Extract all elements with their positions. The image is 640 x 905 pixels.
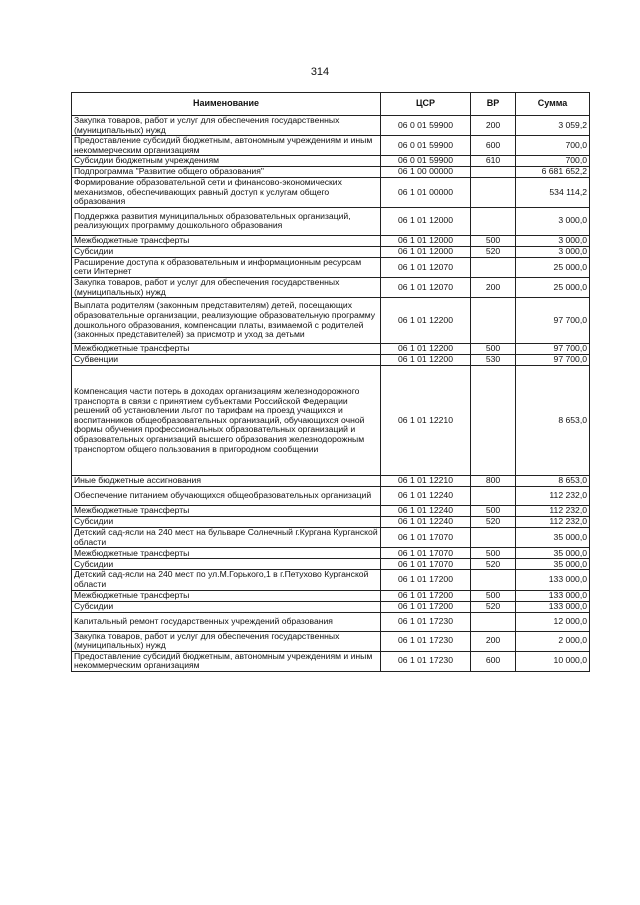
row-csr-cell: 06 1 01 12200 [381, 355, 471, 366]
row-csr-cell: 06 1 01 17200 [381, 601, 471, 612]
table-row [72, 277, 590, 297]
row-sum-cell: 534 114,2 [516, 177, 590, 207]
row-csr-cell: 06 1 01 17070 [381, 528, 471, 548]
table-row [72, 298, 590, 344]
header-vr: ВР [471, 93, 516, 116]
row-csr-cell: 06 1 01 12000 [381, 207, 471, 235]
row-sum-cell: 25 000,0 [516, 277, 590, 297]
row-vr-cell: 200 [471, 277, 516, 297]
row-sum-cell: 35 000,0 [516, 559, 590, 570]
table-row [72, 487, 590, 506]
row-name-cell: Субсидии [72, 517, 381, 528]
row-sum-cell: 700,0 [516, 156, 590, 167]
row-vr-cell: 520 [471, 601, 516, 612]
row-csr-cell: 06 1 01 12200 [381, 344, 471, 355]
row-csr-cell: 06 0 01 59900 [381, 156, 471, 167]
row-csr-cell: 06 1 01 00000 [381, 177, 471, 207]
table-row [72, 344, 590, 355]
table-row [72, 559, 590, 570]
row-sum-cell: 25 000,0 [516, 257, 590, 277]
row-csr-cell: 06 0 01 59900 [381, 136, 471, 156]
row-name-cell: Предоставление субсидий бюджетным, автономным учреждениям и иным некоммерческим организациям [72, 136, 381, 156]
row-name-cell: Детский сад-ясли на 240 мест на бульваре Солнечный г.Кургана Курганской области [72, 528, 381, 548]
row-vr-cell: 610 [471, 156, 516, 167]
row-vr-cell: 200 [471, 116, 516, 136]
table-row [72, 570, 590, 590]
row-sum-cell: 133 000,0 [516, 570, 590, 590]
header-csr: ЦСР [381, 93, 471, 116]
row-vr-cell [471, 177, 516, 207]
row-sum-cell: 2 000,0 [516, 631, 590, 651]
row-csr-cell: 06 1 01 12000 [381, 235, 471, 246]
row-csr-cell: 06 1 01 12210 [381, 366, 471, 476]
row-name-cell: Капитальный ремонт государственных учреждений образования [72, 612, 381, 631]
table-header-row [72, 93, 590, 116]
row-vr-cell: 520 [471, 246, 516, 257]
row-csr-cell: 06 1 01 12070 [381, 277, 471, 297]
row-name-cell: Субсидии [72, 246, 381, 257]
row-name-cell: Субсидии бюджетным учреждениям [72, 156, 381, 167]
row-sum-cell: 97 700,0 [516, 344, 590, 355]
row-vr-cell [471, 257, 516, 277]
table-row [72, 651, 590, 671]
row-sum-cell: 3 059,2 [516, 116, 590, 136]
row-csr-cell: 06 1 01 12210 [381, 476, 471, 487]
budget-table [71, 92, 590, 672]
row-vr-cell: 500 [471, 548, 516, 559]
row-sum-cell: 3 000,0 [516, 235, 590, 246]
page-number: 314 [310, 66, 330, 78]
row-csr-cell: 06 1 01 17230 [381, 612, 471, 631]
table-row [72, 235, 590, 246]
row-sum-cell: 133 000,0 [516, 590, 590, 601]
row-csr-cell: 06 1 01 17230 [381, 631, 471, 651]
row-vr-cell [471, 612, 516, 631]
row-vr-cell: 500 [471, 590, 516, 601]
table-row [72, 207, 590, 235]
row-csr-cell: 06 1 01 12200 [381, 298, 471, 344]
row-sum-cell: 97 700,0 [516, 298, 590, 344]
row-name-cell: Подпрограмма "Развитие общего образования" [72, 166, 381, 177]
row-sum-cell: 12 000,0 [516, 612, 590, 631]
row-csr-cell: 06 1 01 12070 [381, 257, 471, 277]
row-name-cell: Закупка товаров, работ и услуг для обеспечения государственных (муниципальных) нужд [72, 631, 381, 651]
row-sum-cell: 112 232,0 [516, 506, 590, 517]
row-csr-cell: 06 0 01 59900 [381, 116, 471, 136]
table-row [72, 257, 590, 277]
row-name-cell: Компенсация части потерь в доходах организациям железнодорожного транспорта в связи с принятием субъектами Российской Федерации решений об установлении льгот по тарифам на проезд учащихся и воспитанников общеобразовательных организаций, обучающихся очной формы обучения профессиональных образовательных организаций и образовательных организаций высшего образования железнодорожным транспортом общего пользования в пригородном сообщении [72, 366, 381, 476]
row-vr-cell [471, 166, 516, 177]
row-sum-cell: 3 000,0 [516, 246, 590, 257]
row-csr-cell: 06 1 00 00000 [381, 166, 471, 177]
row-vr-cell: 500 [471, 344, 516, 355]
row-vr-cell: 530 [471, 355, 516, 366]
table-row [72, 177, 590, 207]
table-row [72, 355, 590, 366]
header-name: Наименование [72, 93, 381, 116]
row-sum-cell: 35 000,0 [516, 528, 590, 548]
table-row [72, 476, 590, 487]
row-name-cell: Обеспечение питанием обучающихся общеобразовательных организаций [72, 487, 381, 506]
row-name-cell: Формирование образовательной сети и финансово-экономических механизмов, обеспечивающих равный доступ к услугам общего образования [72, 177, 381, 207]
table-row [72, 156, 590, 167]
row-vr-cell: 800 [471, 476, 516, 487]
table-row [72, 246, 590, 257]
row-vr-cell [471, 487, 516, 506]
row-csr-cell: 06 1 01 17230 [381, 651, 471, 671]
row-name-cell: Межбюджетные трансферты [72, 506, 381, 517]
row-name-cell: Межбюджетные трансферты [72, 590, 381, 601]
row-sum-cell: 133 000,0 [516, 601, 590, 612]
table-row [72, 506, 590, 517]
row-name-cell: Межбюджетные трансферты [72, 235, 381, 246]
row-sum-cell: 8 653,0 [516, 366, 590, 476]
row-csr-cell: 06 1 01 17070 [381, 559, 471, 570]
row-name-cell: Субсидии [72, 559, 381, 570]
row-vr-cell: 200 [471, 631, 516, 651]
table-row [72, 136, 590, 156]
row-vr-cell [471, 207, 516, 235]
row-name-cell: Выплата родителям (законным представителям) детей, посещающих образовательные организации, реализующие образовательную программу дошкольного образования, компенсации платы, взимаемой с родителей (законных представителей) за присмотр и уход за детьми [72, 298, 381, 344]
table-row [72, 166, 590, 177]
row-csr-cell: 06 1 01 17200 [381, 590, 471, 601]
row-name-cell: Детский сад-ясли на 240 мест по ул.М.Горького,1 в г.Петухово Курганской области [72, 570, 381, 590]
row-name-cell: Межбюджетные трансферты [72, 548, 381, 559]
row-name-cell: Предоставление субсидий бюджетным, автономным учреждениям и иным некоммерческим организациям [72, 651, 381, 671]
row-name-cell: Закупка товаров, работ и услуг для обеспечения государственных (муниципальных) нужд [72, 116, 381, 136]
table-row [72, 612, 590, 631]
row-sum-cell: 97 700,0 [516, 355, 590, 366]
row-sum-cell: 700,0 [516, 136, 590, 156]
row-name-cell: Закупка товаров, работ и услуг для обеспечения государственных (муниципальных) нужд [72, 277, 381, 297]
row-vr-cell [471, 570, 516, 590]
table-row [72, 528, 590, 548]
row-vr-cell: 520 [471, 559, 516, 570]
row-csr-cell: 06 1 01 17070 [381, 548, 471, 559]
table-row [72, 631, 590, 651]
row-name-cell: Межбюджетные трансферты [72, 344, 381, 355]
row-sum-cell: 3 000,0 [516, 207, 590, 235]
table-row [72, 601, 590, 612]
row-name-cell: Расширение доступа к образовательным и информационным ресурсам сети Интернет [72, 257, 381, 277]
header-sum: Сумма [516, 93, 590, 116]
row-sum-cell: 35 000,0 [516, 548, 590, 559]
row-vr-cell: 600 [471, 651, 516, 671]
row-name-cell: Субсидии [72, 601, 381, 612]
row-csr-cell: 06 1 01 17200 [381, 570, 471, 590]
row-name-cell: Поддержка развития муниципальных образовательных организаций, реализующих программу дошкольного образования [72, 207, 381, 235]
table-row [72, 590, 590, 601]
row-sum-cell: 10 000,0 [516, 651, 590, 671]
table-row [72, 116, 590, 136]
row-name-cell: Субвенции [72, 355, 381, 366]
table-row [72, 517, 590, 528]
table-row [72, 548, 590, 559]
row-name-cell: Иные бюджетные ассигнования [72, 476, 381, 487]
row-vr-cell [471, 298, 516, 344]
row-vr-cell: 500 [471, 506, 516, 517]
table-row [72, 366, 590, 476]
row-vr-cell: 500 [471, 235, 516, 246]
row-vr-cell [471, 366, 516, 476]
row-vr-cell: 600 [471, 136, 516, 156]
row-csr-cell: 06 1 01 12240 [381, 487, 471, 506]
row-csr-cell: 06 1 01 12240 [381, 506, 471, 517]
row-vr-cell [471, 528, 516, 548]
row-csr-cell: 06 1 01 12000 [381, 246, 471, 257]
row-sum-cell: 112 232,0 [516, 487, 590, 506]
row-vr-cell: 520 [471, 517, 516, 528]
row-csr-cell: 06 1 01 12240 [381, 517, 471, 528]
row-sum-cell: 6 681 652,2 [516, 166, 590, 177]
row-sum-cell: 8 653,0 [516, 476, 590, 487]
row-sum-cell: 112 232,0 [516, 517, 590, 528]
